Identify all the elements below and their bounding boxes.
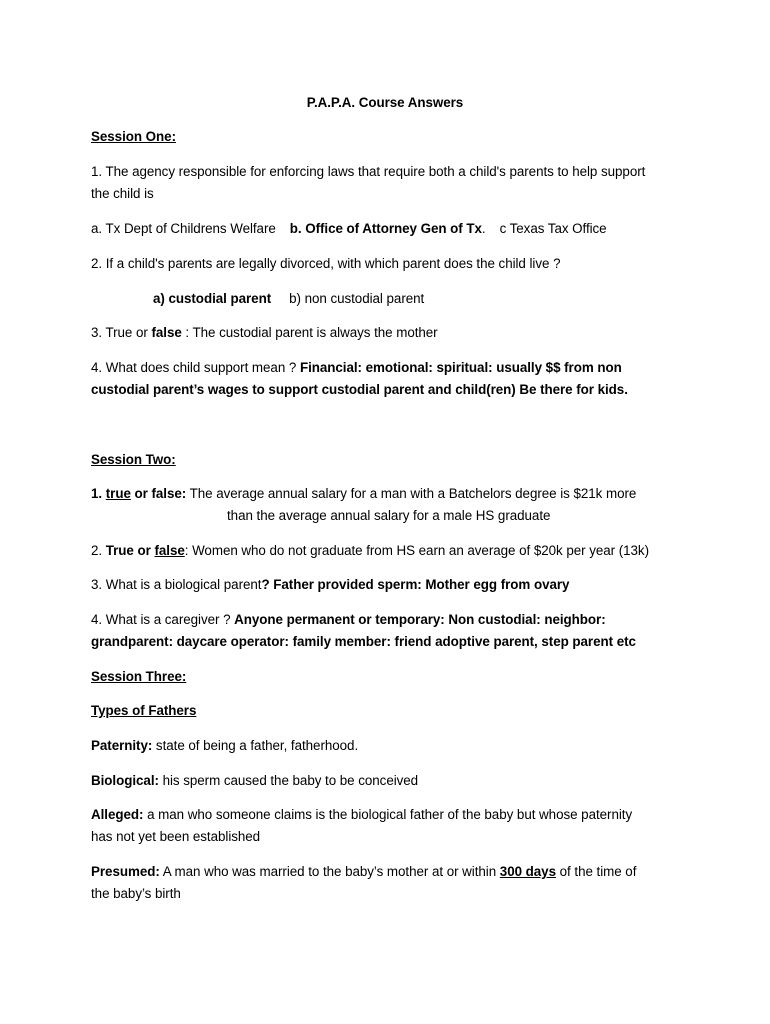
s2-q1-line2: than the average annual salary for a male HS graduate	[227, 508, 551, 523]
presumed-definition-line1	[91, 864, 636, 880]
s2-q4-question: 4. What is a caregiver ?	[91, 612, 235, 627]
s2-q2-rest: : Women who do not graduate from HS earn an average of $20k per year (13k)	[184, 543, 649, 558]
alleged-def-line2: has not yet been established	[91, 829, 261, 844]
alleged-def-line1: a man who someone claims is the biological father of the baby but whose paternity	[143, 807, 633, 822]
s1-q3	[91, 325, 438, 341]
presumed-days: 300 days	[499, 864, 556, 879]
s2-q2-number: 2.	[91, 543, 106, 558]
biological-term: Biological:	[91, 773, 159, 788]
s2-q1-answer: true	[105, 486, 131, 501]
s1-q3-answer: false	[151, 325, 182, 340]
s2-q1-number: 1.	[91, 486, 106, 501]
s2-q1-label: or false:	[130, 486, 187, 501]
session-two-heading: Session Two:	[91, 452, 176, 467]
s1-q2-option-a: a) custodial parent	[153, 291, 272, 306]
s2-q2	[91, 543, 649, 559]
document-title: P.A.P.A. Course Answers	[306, 95, 464, 110]
session-one-heading: Session One:	[91, 129, 176, 144]
s2-q4-line1	[91, 612, 606, 628]
presumed-def-line2: the baby’s birth	[91, 886, 181, 901]
s1-q1-option-b-period: .	[481, 221, 486, 236]
biological-def: his sperm caused the baby to be conceived	[158, 773, 419, 788]
s1-q3-rest: : The custodial parent is always the mother	[181, 325, 438, 340]
s2-q1-line1	[91, 486, 636, 502]
s1-q1-option-c: c Texas Tax Office	[499, 221, 607, 236]
s1-q2-text: 2. If a child's parents are legally divorced, with which parent does the child live ?	[91, 256, 561, 271]
s2-q4-answer-line2: grandparent: daycare operator: family member: friend adoptive parent, step parent etc	[91, 634, 636, 649]
biological-definition	[91, 773, 418, 789]
s1-q3-prefix: 3. True or	[91, 325, 152, 340]
s2-q4-answer-line1: Anyone permanent or temporary: Non custodial: neighbor:	[234, 612, 606, 627]
s2-q3-answer: ? Father provided sperm: Mother egg from ovary	[261, 577, 570, 592]
s2-q3-question: 3. What is a biological parent	[91, 577, 262, 592]
types-of-fathers-heading: Types of Fathers	[91, 703, 197, 718]
s1-q1-options	[91, 221, 607, 237]
presumed-def-part2: of the time of	[555, 864, 637, 879]
s1-q1-line1: 1. The agency responsible for enforcing laws that require both a child's parents to help support	[91, 164, 646, 179]
s1-q4-answer-line2: custodial parent’s wages to support custodial parent and child(ren) Be there for kids.	[91, 382, 628, 397]
s2-q1-text: The average annual salary for a man with a Batchelors degree is $21k more	[186, 486, 637, 501]
paternity-term: Paternity:	[91, 738, 153, 753]
paternity-definition	[91, 738, 358, 754]
s1-q1-option-b: b. Office of Attorney Gen of Tx	[289, 221, 482, 236]
session-three-heading: Session Three:	[91, 669, 187, 684]
s1-q4-line1	[91, 360, 622, 376]
s1-q4-answer-line1: Financial: emotional: spiritual: usually $$ from non	[299, 360, 622, 375]
s2-q2-answer: false	[154, 543, 185, 558]
alleged-definition-line1	[91, 807, 632, 823]
presumed-term: Presumed:	[91, 864, 160, 879]
alleged-term: Alleged:	[91, 807, 144, 822]
s1-q4-question: 4. What does child support mean ?	[91, 360, 300, 375]
s2-q2-label: True or	[105, 543, 155, 558]
s2-q3	[91, 577, 569, 593]
presumed-def-part1: A man who was married to the baby’s mother at or within	[159, 864, 500, 879]
s1-q1-option-a: a. Tx Dept of Childrens Welfare	[91, 221, 276, 236]
s1-q2-option-b: b) non custodial parent	[289, 291, 425, 306]
s1-q1-line2: the child is	[91, 186, 154, 201]
paternity-def: state of being a father, fatherhood.	[152, 738, 359, 753]
s1-q2-options	[153, 291, 424, 307]
